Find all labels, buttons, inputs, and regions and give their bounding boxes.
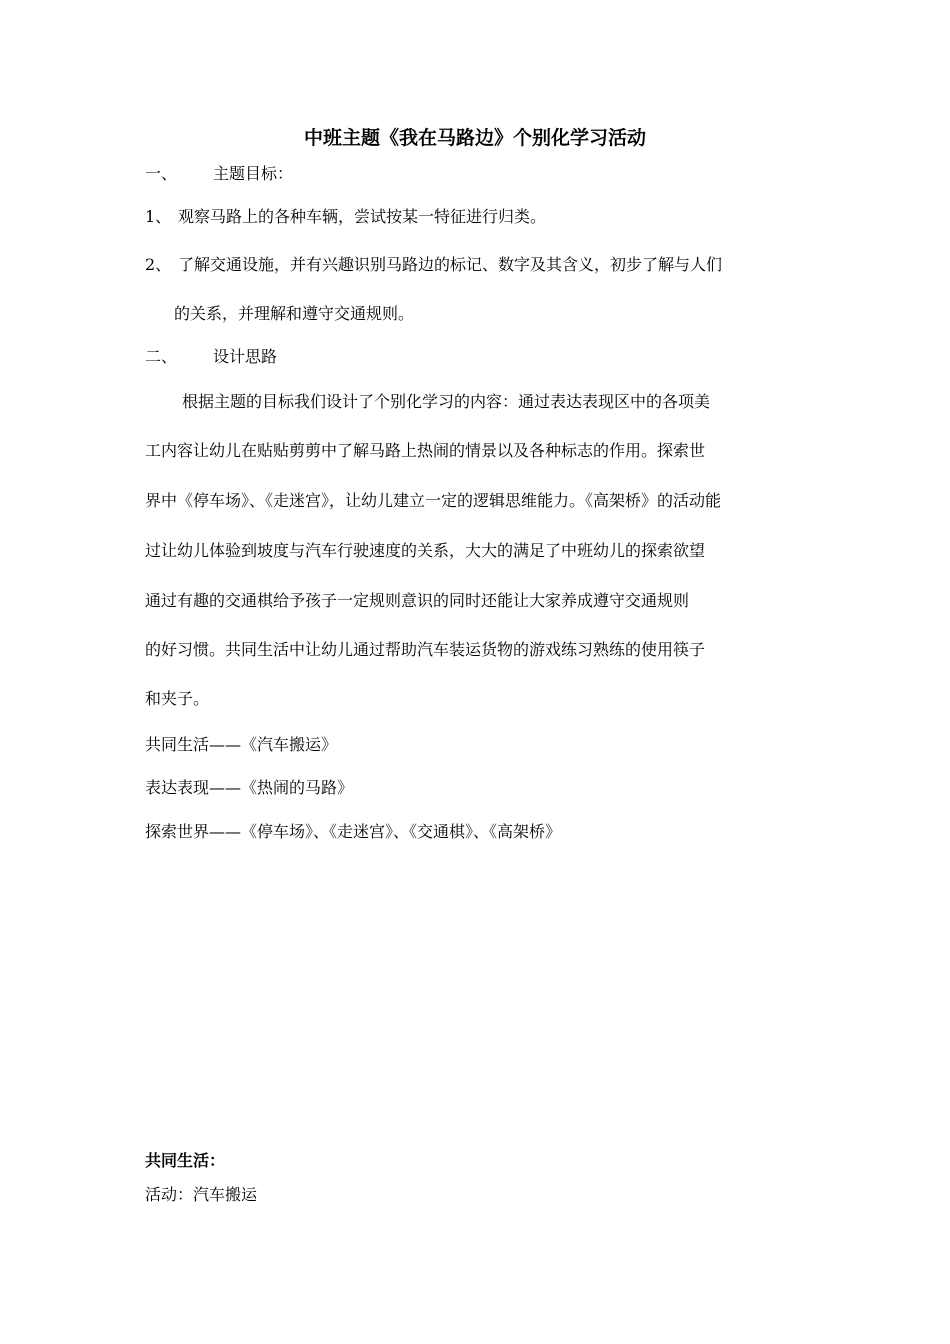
- goal-item-1: [145, 206, 546, 228]
- goal-item-2-number: 2、: [145, 255, 172, 274]
- document-title: 中班主题《我在马路边》个别化学习活动: [303, 127, 646, 149]
- design-paragraph-line-5: 通过有趣的交通棋给予孩子一定规则意识的同时还能让大家养成遵守交通规则: [145, 591, 690, 610]
- shared-life-activity: 活动：汽车搬运: [145, 1185, 258, 1204]
- section2-heading-line: [145, 346, 277, 368]
- area-item-expression: 表达表现——《热闹的马路》: [145, 778, 354, 797]
- section1-heading: 主题目标：: [213, 164, 294, 183]
- design-paragraph-line-7: 和夹子。: [145, 689, 210, 708]
- design-paragraph-line-1: 根据主题的目标我们设计了个别化学习的内容：通过表达表现区中的各项美: [182, 392, 711, 411]
- section1-heading-line: [145, 163, 293, 185]
- section2-heading: 设计思路: [213, 347, 278, 366]
- design-paragraph-line-3: 界中《停车场》、《走迷宫》，让幼儿建立一定的逻辑思维能力。《高架桥》的活动能: [145, 491, 722, 510]
- area-item-shared-life: 共同生活——《汽车搬运》: [145, 735, 338, 754]
- section1-number: 一、: [145, 164, 178, 183]
- goal-item-2-continuation: 的关系，并理解和遵守交通规则。: [174, 304, 415, 323]
- goal-item-2-text-line1: 了解交通设施，并有兴趣识别马路边的标记、数字及其含义，初步了解与人们: [178, 255, 723, 274]
- design-paragraph-line-6: 的好习惯。共同生活中让幼儿通过帮助汽车装运货物的游戏练习熟练的使用筷子: [145, 640, 706, 659]
- area-item-exploration: 探索世界——《停车场》、《走迷宫》、《交通棋》、《高架桥》: [145, 822, 562, 841]
- goal-item-1-number: 1、: [145, 207, 172, 226]
- goal-item-2: [145, 254, 722, 276]
- goal-item-1-text: 观察马路上的各种车辆，尝试按某一特征进行归类。: [178, 207, 547, 226]
- design-paragraph-line-4: 过让幼儿体验到坡度与汽车行驶速度的关系，大大的满足了中班幼儿的探索欲望: [145, 541, 706, 560]
- section2-number: 二、: [145, 347, 178, 366]
- design-paragraph-line-2: 工内容让幼儿在贴贴剪剪中了解马路上热闹的情景以及各种标志的作用。探索世: [145, 441, 706, 460]
- shared-life-heading: 共同生活：: [145, 1151, 226, 1170]
